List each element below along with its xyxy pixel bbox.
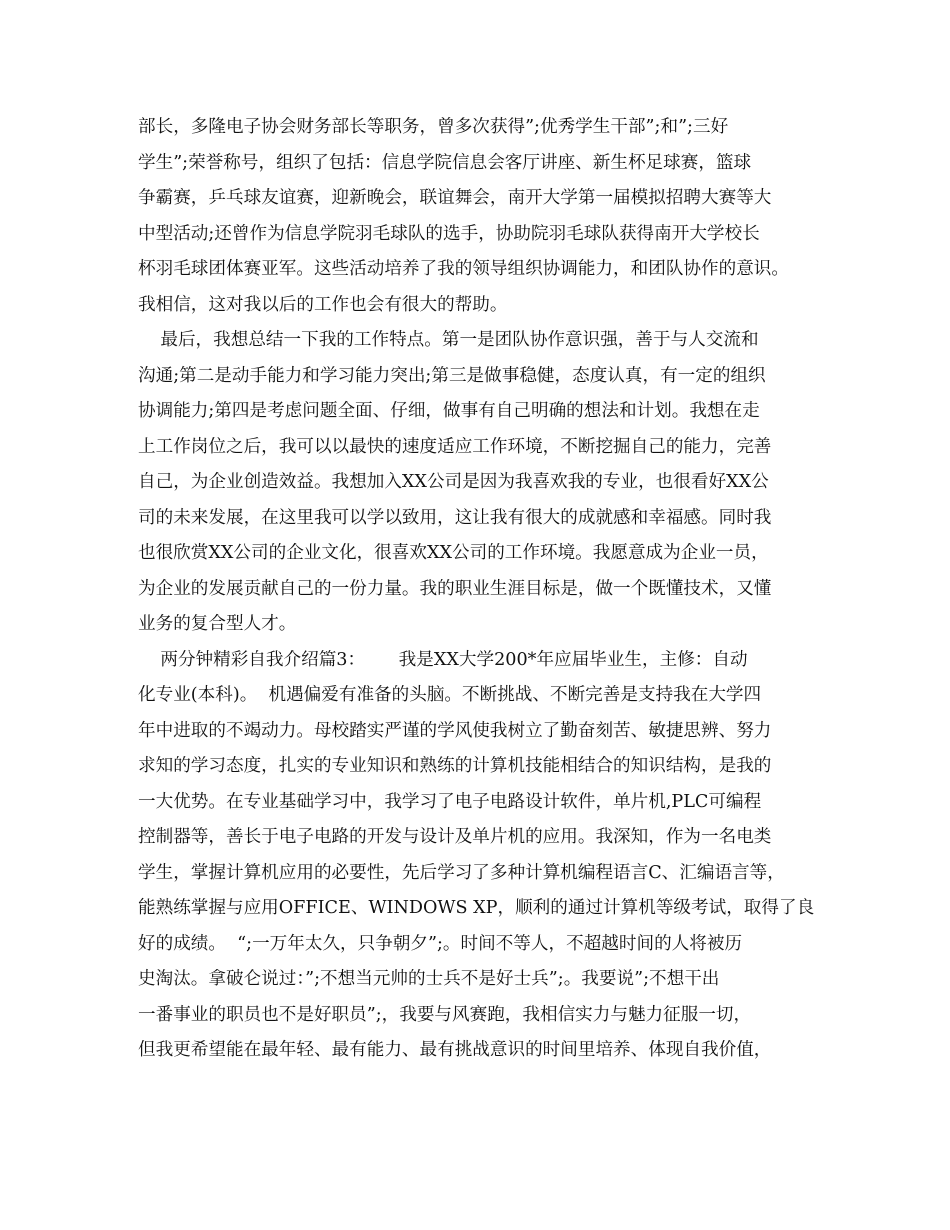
- text-line: 学生”;荣誉称号，组织了包括：信息学院信息会客厅讲座、新生杯足球赛，篮球: [138, 152, 752, 173]
- text-line: 能熟练掌握与应用OFFICE、WINDOWS XP，顺利的通过计算机等级考试，取得了良: [138, 898, 815, 918]
- text-line: 最后，我想总结一下我的工作特点。第一是团队协作意识强，善于与人交流和: [138, 330, 759, 350]
- text-line: 司的未来发展，在这里我可以学以致用，这让我有很大的成就感和幸福感。同时我: [138, 507, 772, 528]
- text-line: 年中进取的不竭动力。母校踏实严谨的学风使我树立了勤奋刻苦、敏捷思辨、努力: [138, 720, 772, 741]
- text-line: 学生，掌握计算机应用的必要性，先后学习了多种计算机编程语言C、汇编语言等，: [138, 862, 785, 883]
- text-line: 上工作岗位之后，我可以以最快的速度适应工作环境，不断挖掘自己的能力，完善: [138, 436, 772, 457]
- text-line: 一番事业的职员也不是好职员”;，我要与风赛跑，我相信实力与魅力征服一切，: [138, 1004, 752, 1025]
- text-line: 我相信，这对我以后的工作也会有很大的帮助。: [138, 294, 508, 315]
- text-line: 自己，为企业创造效益。我想加入XX公司是因为我喜欢我的专业，也很看好XX公: [138, 472, 769, 492]
- text-line: 杯羽毛球团体赛亚军。这些活动培养了我的领导组织协调能力，和团队协作的意识。: [138, 259, 789, 279]
- text-line: 化专业(本科)。 机遇偏爱有准备的头脑。不断挑战、不断完善是支持我在大学四: [138, 685, 762, 705]
- text-line: 一大优势。在专业基础学习中，我学习了电子电路设计软件，单片机,PLC可编程: [138, 791, 762, 812]
- text-line: 求知的学习态度，扎实的专业知识和熟练的计算机技能相结合的知识结构，是我的: [138, 756, 772, 776]
- text-line: 中型活动;还曾作为信息学院羽毛球队的选手，协助院羽毛球队获得南开大学校长: [138, 223, 760, 244]
- text-line: 史淘汰。拿破仑说过：”;不想当元帅的士兵不是好士兵”;。我要说”;不想干出: [138, 969, 720, 989]
- text-line: 争霸赛，乒乓球友谊赛，迎新晚会，联谊舞会，南开大学第一届模拟招聘大赛等大: [138, 188, 772, 208]
- text-line: 控制器等，善长于电子电路的开发与设计及单片机的应用。我深知，作为一名电类: [138, 827, 772, 847]
- text-line: 两分钟精彩自我介绍篇3： 我是XX大学200*年应届毕业生，主修：自动: [138, 649, 748, 670]
- text-line: 业务的复合型人才。: [138, 614, 297, 634]
- text-line: 也很欣赏XX公司的企业文化，很喜欢XX公司的工作环境。我愿意成为企业一员，: [138, 543, 769, 563]
- text-line: 好的成绩。 “;一万年太久，只争朝夕”;。时间不等人，不超越时间的人将被历: [138, 933, 743, 954]
- document-body: [138, 110, 838, 1069]
- text-line: 协调能力;第四是考虑问题全面、仔细，做事有自己明确的想法和计划。我想在走: [138, 401, 760, 421]
- text-line: 但我更希望能在最年轻、最有能力、最有挑战意识的时间里培养、体现自我价值，: [138, 1040, 772, 1060]
- text-line: 沟通;第二是动手能力和学习能力突出;第三是做事稳健，态度认真，有一定的组织: [138, 365, 766, 386]
- text-line: 为企业的发展贡献自己的一份力量。我的职业生涯目标是，做一个既懂技术，又懂: [138, 578, 772, 599]
- text-line: 部长，多隆电子协会财务部长等职务，曾多次获得”;优秀学生干部”;和”;三好: [138, 117, 729, 137]
